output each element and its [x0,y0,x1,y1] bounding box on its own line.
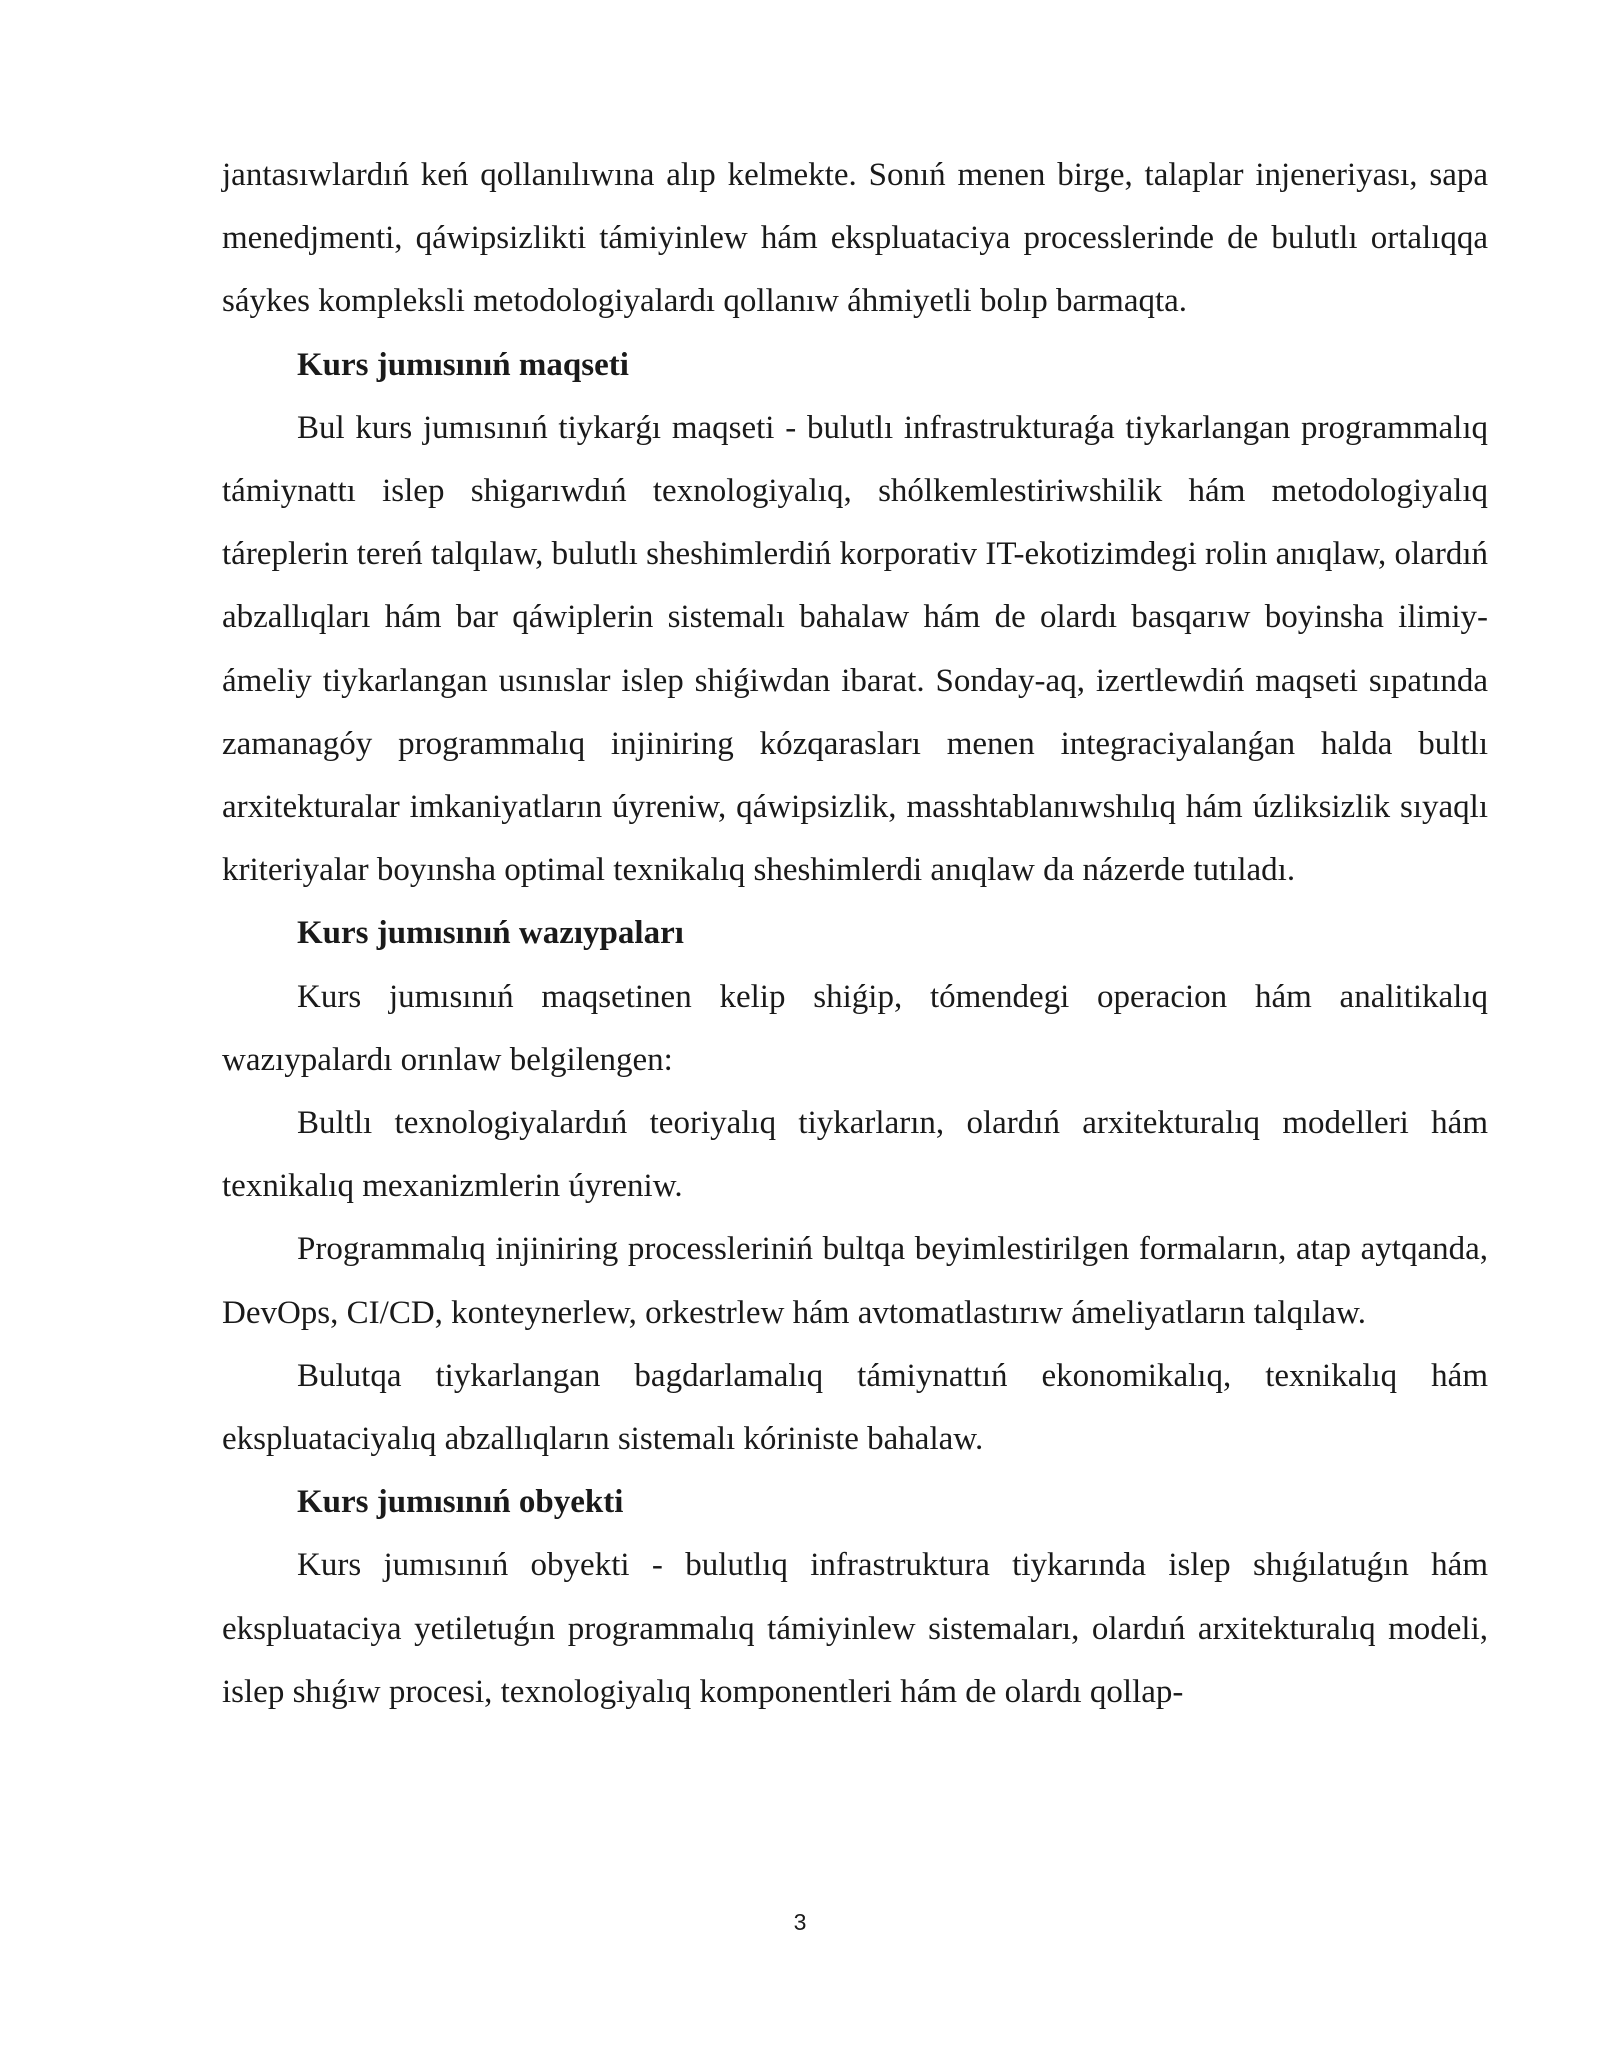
paragraph-maqseti: Bul kurs jumısınıń tiykarǵı maqseti - bulutlı infrastrukturaǵa tiykarlangan programmalıq támiynattı islep shigarıwdıń texnologiyalıq, shólkemlestiriwshilik hám metodologiyalıq táreplerin tereń talqılaw, bulutlı sheshimlerdiń korporativ IT-ekotizimdegi rolin anıqlaw, olardıń abzallıqları hám bar qáwiplerin sistemalı bahalaw hám de olardı basqarıw boyinsha ilimiy-ámeliy tiykarlangan usınıslar islep shiǵiwdan ibarat. Sonday-aq, izertlewdiń maqseti sıpatında zamanagóy programmalıq injiniring kózqarasları menen integraciyalanǵan halda bultlı arxitekturalar imkaniyatların úyreniw, qáwipsizlik, masshtablanıwshılıq hám úzliksizlik sıyaqlı kriteriyalar boyınsha optimal texnikalıq sheshimlerdi anıqlaw da názerde tutıladı. [222,409,1488,889]
heading-waziypalari: Kurs jumısınıń wazıypaları [297,915,684,952]
paragraph-intro: jantasıwlardıń keń qollanılıwına alıp kelmekte. Sonıń menen birge, talaplar injeneriyası, sapa menedjmenti, qáwipsizlikti támiyinlew hám ekspluataciya processlerinde de bulutlı ortalıqqa sáykes kompleksli metodologiyalardı qollanıw áhmiyetli bolıp barmaqta. [222,157,1488,320]
paragraph-waziypalari: Kurs jumısınıń maqsetinen kelip shiǵip, tómendegi operacion hám analitikalıq wazıypalardı orınlaw belgilengen: [222,978,1488,1078]
heading-maqseti: Kurs jumısınıń maqseti [297,346,629,383]
paragraph-task-1: Bultlı texnologiyalardıń teoriyalıq tiykarların, olardıń arxitekturalıq modelleri hám texnikalıq mexanizmlerin úyreniw. [222,1105,1488,1205]
paragraph-task-2: Programmalıq injiniring processleriniń bultqa beyimlestirilgen formaların, atap aytqanda, DevOps, CI/CD, konteynerlew, orkestrlew hám avtomatlastırıw ámeliyatların talqılaw. [222,1231,1488,1331]
heading-obyekti: Kurs jumısınıń obyekti [297,1484,624,1521]
paragraph-task-3: Bulutqa tiykarlangan bagdarlamalıq támiynattıń ekonomikalıq, texnikalıq hám ekspluataciyalıq abzallıqların sistemalı kóriniste bahalaw. [222,1357,1488,1458]
paragraph-obyekti: Kurs jumısınıń obyekti - bulutlıq infrastruktura tiykarında islep shıǵılatuǵın hám ekspluataciya yetiletuǵın programmalıq támiyinlew sistemaları, olardıń arxitekturalıq modeli, islep shıǵıw procesi, texnologiyalıq komponentleri hám de olardı qollap- [222,1547,1488,1710]
page-body [222,144,1488,1724]
page-number: 3 [793,1909,807,1935]
